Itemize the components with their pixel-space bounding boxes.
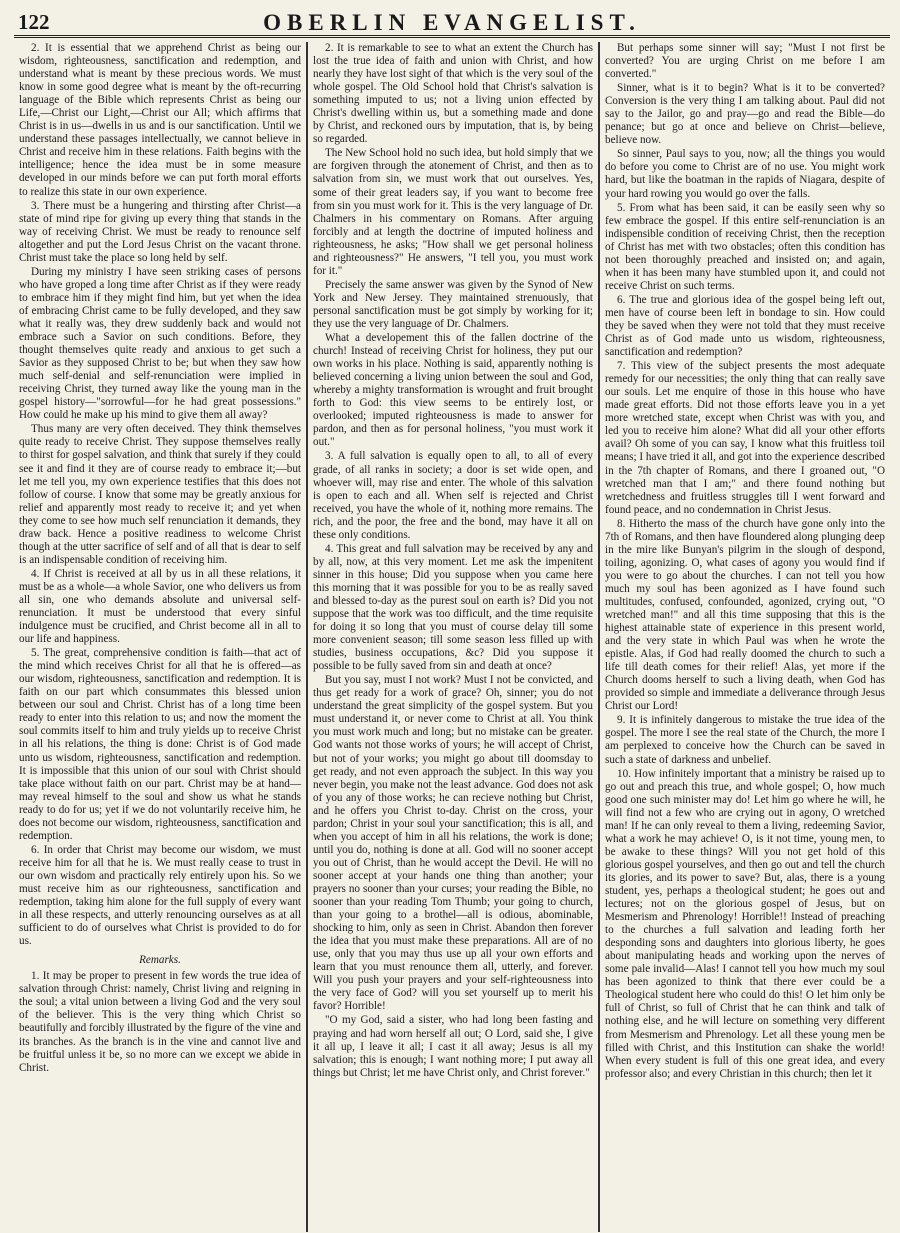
text-columns [14,42,890,1232]
paragraph: 4. This great and full salvation may be received by any and by all, now, at this very moment. Let me ask the impenitent sinner in this house; Did you suppose when you came here this morning that it was possible for you to be as really saved and blessed to-day as the purest soul on earth is? Did you not suppose that the work was too difficult, and the time requisite for doing it so long that you must of course delay till some more convenient season; till some season less filled up with studies, business occupations, &c? Did you suppose it possible to be fully saved from sin and death at once? [313,542,593,673]
paragraph: 7. This view of the subject presents the most adequate remedy for our necessities; the only thing that can really save our souls. Let me enquire of those in this house who have made great efforts. Did not those efforts leave you in a yet more wretched state, except when Christ was with you, and led you to receive him alone? What did all your other efforts avail? Oh some of you can say, I know what this fruitless toil means; I have tried it all, and got into the experience described in the 7th chapter of Romans, and there I groaned out, "O wretched man that I am;" and there found nothing but wretchedness and fruitless struggles till I went forward and found peace, and no condemnation in Christ Jesus. [605,360,885,516]
paragraph: But perhaps some sinner will say; "Must I not first be converted? You are urging Christ on me before I am converted." [605,42,885,81]
paragraph: 5. The great, comprehensive condition is faith—that act of the mind which receives Christ for all that he is offered—as our wisdom, righteousness, sanctification and redemption. It is faith on our part which consummates this blessed union between our soul and Christ. Christ has of a long time been ready to enter into this relation to us; and now the moment the soul commits itself to him and truly yields up to receive Christ in all his relations, the thing is done: Christ is of God made unto us wisdom, righteousness, sanctification and redemption. It is impossible that this union of our soul with Christ should take place without faith on our part. Christ may be at hand—may reveal himself to the soul and show us what he stands ready to do for us; yet if we do not voluntarily receive him, he does not become our wisdom, righteousness, sanctification and redemption. [19,647,301,842]
paragraph: During my ministry I have seen striking cases of persons who have groped a long time after Christ as if they were ready to embrace him if they might find him, but yet when the idea of embracing Christ came to be fully developed, and they saw what it really was, they drew suddenly back and would not embrace such a Savior on such conditions. Before, they thought themselves quite ready and anxious to get such a Savior as they supposed Christ to be; but when they saw how much self-denial and self-renunciation were implied in receiving Christ, they turned away like the young man in the gospel history—"sorrowful—for he had great possessions." How could he make up his mind to give them all away? [19,265,301,422]
paragraph: 3. A full salvation is equally open to all, to all of every grade, of all ranks in society; a door is set wide open, and whoever will, may rise and enter. The whole of this salvation is open to each and all. When self is rejected and Christ received, you have the whole of it, nothing more remains. The rich, and the poor, the free and the bond, may have it all on these only conditions. [313,450,593,541]
paragraph: But you say, must I not work? Must I not be convicted, and thus get ready for a work of grace? Oh, sinner; you do not understand the great simplicity of the gospel system. But you must understand it, or never come to Christ at all. You think you must work much and long; but no mistake can be greater. God wants not those works of yours; he will accept of Christ, but not of your works; you might go about till doomsday to get ready, and not even approach the subject. In this way you never begin, you make not the least advance. God does not ask of you any of those works; he can recieve nothing but Christ, and he offers you Christ to-day. Christ on the cross, your pardon; Christ in your soul your sanctification; this is all, and when you accept of him in all his relations, the work is done; until you do, nothing is done at all. God will no sooner accept you out of Christ, than he would accept the Devil. He will no sooner accept at your hands one thing than another; your prayers no sooner than your curses; your reading the Bible, no sooner than your reading Tom Thumb; your going to church, than your going to a brothel—all is odious, abominable, shocking to him, only as seen in Christ. Abandon then forever the idea that you must make these preparations. All are of no use, only that you may thus use up all your own efforts and learn that you must renounce them all, utterly, and forever. Will you push your prayers and your self-righteousness into the very face of God? will you set yourself up to merit his favor? Horrible! [313,674,593,1013]
paragraph: 6. The true and glorious idea of the gospel being left out, men have of course been left in bondage to sin. How could they be saved when they were not told that they must receive Christ as of God made unto us wisdom, righteousness, sanctification and redemption? [605,293,885,359]
paragraph: 10. How infinitely important that a ministry be raised up to go out and preach this true, and whole gospel; O, how much good one such minister may do! Let him go where he will, he will find not a few who are crying out in agony, O wretched man! If he can only reveal to them a living, redeeming Savior, what a work he may achieve! O, is it not time, young men, to be awake to these things? Will you not get hold of this glorious gospel yourselves, and then go out and tell the church its glories, and its power to save? But, alas, there is a young student, yes, perhaps a theological student; he goes out and lectures; not on the glorious gospel of Jesus, but on Mesmerism and Phrenology! Horrible!! Instead of preaching to the churches a full salvation and leading forth her desponding sons and daughters into glorious liberty, he goes about manipulating heads and working upon the nerves of some pale invalid—Alas! I cannot tell you how much my soul has been agonized to think that there ever could be a Theological student here who could do this! O let him only be full of Christ, so full of Christ that he can think and talk of nothing else, and he will lecture on something very different from Mesmerism and Phrenology. Let all these young men be filled with Christ, and this Institution can shake the world! When every student is full of this one great idea, and every professor also; and every Christian in this church; then let it [605,767,885,1080]
paragraph: 5. From what has been said, it can be easily seen why so few embrace the gospel. If this entire self-renunciation is an indispensible condition of receiving Christ, then the reception of Christ has met with two obstacles; often this condition has not been thoroughly preached and insisted on; and again, when it has been many have stumbled upon it, and could not receive Christ on such terms. [605,201,885,292]
section-heading: Remarks. [139,954,181,967]
paragraph: 2. It is essential that we apprehend Christ as being our wisdom, righteousness, sanctification and redemption, and understand what is meant by these precious words. We must know in some good degree what is meant by the oft-recurring language of the Bible which represents Christ as being our Life,—Christ our Light,—Christ our All; which affirms that Christ is in us—dwells in us and is our sanctification. Until we understand these passages intellectually, we cannot believe in Christ and receive him in these relations. Faith begins with the intelligence; hence the idea must be in some measure developed in our minds before we can put forth moral efforts to realize this state in our own experience. [19,42,301,198]
page-number: 122 [18,10,50,34]
paragraph: 4. If Christ is received at all by us in all these relations, it must be as a whole—a whole Savior, one who delivers us from all sin, one who demands absolute and universal self-renunciation. It must be understood that every sinful indulgence must be crucified, and Christ become all in all to our life and happiness. [19,567,301,646]
paragraph: 2. It is remarkable to see to what an extent the Church has lost the true idea of faith and union with Christ, and how nearly they have lost sight of that which is the very soul of the whole gospel. The Old School hold that Christ's salvation is something imputed to us; not a living union effected by Christ's dwelling within us, but a something made and done by Christ, and reckoned ours by imputation, that is, by being so regarded. [313,42,593,146]
running-head: OBERLIN EVANGELIST. [263,10,641,35]
paragraph: "O my God, said a sister, who had long been fasting and praying and had worn herself all out; O Lord, said she, I give it all up, I leave it all; I cast it all away; Jesus is all my salvation; this is enough; I want nothing more; I put away all things but Christ; let me have Christ only, and Christ forever." [313,1014,593,1079]
column-middle [306,42,598,1232]
paragraph: 3. There must be a hungering and thirsting after Christ—a state of mind ripe for giving up every thing that stands in the way of receiving Christ. We must be ready to renounce self altogether and put the Lord Jesus Christ on the vacant throne. Christ must take the place so long held by self. [19,199,301,264]
paragraph: 8. Hitherto the mass of the church have gone only into the 7th of Romans, and then have floundered along plunging deep in the mire like Bunyan's pilgrim in the slough of despond, toiling, agonizing. O, what cases of agony you would find if you were to go about the churches. I can not tell you how much my soul has been agonized as I have found such multitudes, confused, confounded, agonized, crying out, "O wretched man!" and all this time supposing that this is the highest attainable state of experience in this present world, and the very state in which Paul was when he wrote the epistle. Alas, if God had really doomed the church to such a life till death comes for their relief! Alas, yet more if the Church dooms herself to such a living death, when God has provided so simple and immediate a deliverance through Jesus Christ our Lord! [605,517,885,713]
paragraph: Thus many are very often deceived. They think themselves quite ready to receive Christ. They suppose themselves really to thirst for gospel salvation, and think that surely if they could see it and find it they are of course ready to embrace it;—but let me tell you, my own experience testifies that this does not follow of course. I know that some may be greatly anxious for relief and apparently most ready to receive it; and yet when they come to see how much self renunciation it demands, they draw back. Hence a positive readiness to welcome Christ though at the utter sacrifice of self and of all that is dear to self is an indispensable condition of receiving him. [19,423,301,566]
masthead [14,6,890,34]
paragraph: Precisely the same answer was given by the Synod of New York and New Jersey. They maintained strenuously, that personal sanctification must be got simply by working for it; they use the very language of Dr. Chalmers. [313,278,593,330]
paragraph: The New School hold no such idea, but hold simply that we are forgiven through the atonement of Christ, and then as to salvation from sin, we must work that out ourselves. Yes, some of their great leaders say, if you want to become free from sin you must work for it. This is the very language of Dr. Chalmers in his commentary on Romans. After arguing forcibly and at length the doctrine of imputed holiness and righteousness, he asks; "How shall we get personal holiness and righteousness?" He answers, "I tell you, you must work for it." [313,147,593,277]
paragraph: 6. In order that Christ may become our wisdom, we must receive him for all that he is. We must really cease to trust in our own wisdom and practically rely entirely upon his. So we must receive him as our righteousness, sanctification and redemption, taking him alone for the full supply of every want in all these respects, and utterly renouncing ourselves as at all sufficient to do of ourselves what Christ is provided to do for us. [19,843,301,948]
paragraph: So sinner, Paul says to you, now; all the things you would do before you come to Christ are of no use. You might work hard, but like the boatman in the rapids of Niagara, despite of your hard rowing you would go over the falls. [605,148,885,200]
paragraph: Sinner, what is it to begin? What is it to be converted? Conversion is the very thing I am talking about. Paul did not say to the Jailor, go and pray—go and read the Bible—do penance; but go at once and believe on Christ—believe, believe now. [605,82,885,147]
column-left [14,42,306,1232]
paragraph: 1. It may be proper to present in few words the true idea of salvation through Christ: namely, Christ living and reigning in the soul; a vital union between a living God and the very soul of the believer. This is the very thing which Christ so beautifully and forcibly illustrated by the figure of the vine and its branches. As the branch is in the vine and cannot live and be fruitful unless it be, so no more can we except we abide in Christ. [19,970,301,1074]
paragraph: What a developement this of the fallen doctrine of the church! Instead of receiving Christ for holiness, they put our own works in his place. Nothing is said, apparently nothing is believed concerning a living union between the soul and God, whereby a mighty transformation is wrought and fruit brought forth to God: this view seems to be entirely lost, or overlooked; imputed righteousness is made to answer for pardon, and then as for personal holiness, "you must work it out." [313,332,593,449]
paragraph: 9. It is infinitely dangerous to mistake the true idea of the gospel. The more I see the real state of the Church, the more I am perplexed to conceive how the Church can be saved in such a state of darkness and unbelief. [605,714,885,766]
column-right [598,42,890,1232]
